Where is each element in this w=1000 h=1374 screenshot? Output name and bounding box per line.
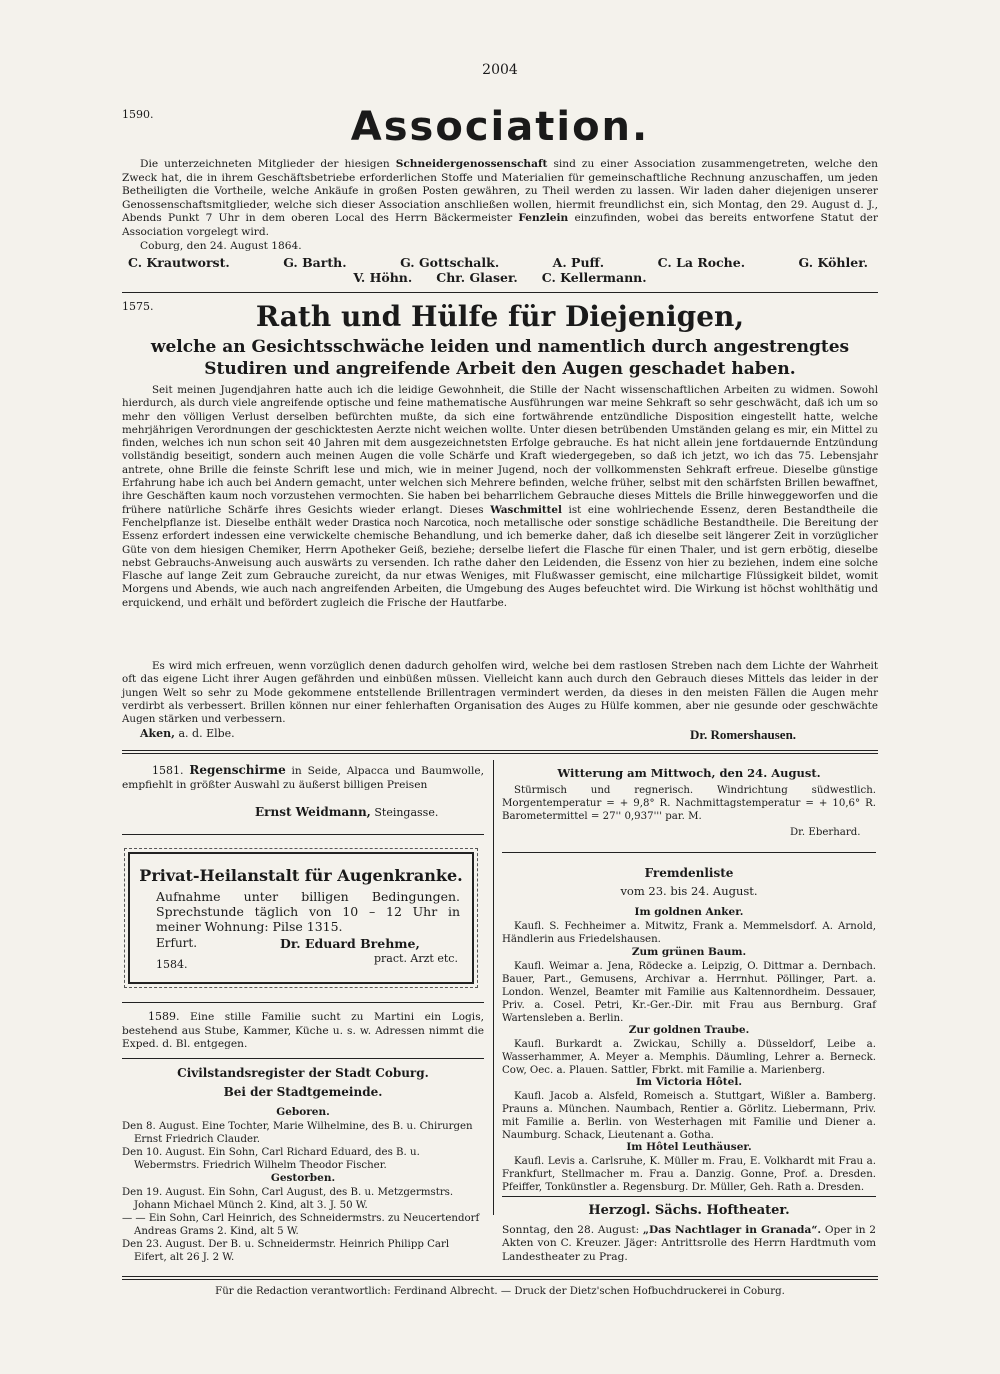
fremden-section-heading: Zum grünen Baum. <box>631 946 747 958</box>
association-body-bold2: Fenzlein <box>518 212 569 225</box>
civil-title: Civilstandsregister der Stadt Coburg. <box>177 1066 429 1080</box>
fremden-section-text: Kaufl. Weimar a. Jena, Rödecke a. Leipzig, O. Dittmar a. Dernbach. Bauer, Part., Gemusens, Archivar a. Herrnhut. Pöllinger, Part. a. London. Wenzel, Beamter mit Familie aus Kaltennordheim. Dessauer, Priv. a. Cosel. Petri, Kr.-Ger.-Dir. mit Frau aus Bernburg. Graf Wartensleben a. Berlin. <box>502 961 876 1024</box>
theater-text: Sonntag, den 28. August: „Das Nachtlager in Granada“. Oper in 2 Akten von C. Kreuzer. Jäger: Antrittsrolle des Herrn Hardtmuth vom Landestheater zu Prag. <box>502 1224 876 1263</box>
association-ad-number: 1590. <box>122 108 154 121</box>
signer: C. Kellermann. <box>541 270 647 285</box>
divider <box>122 834 484 835</box>
association-title: Association. <box>350 104 650 150</box>
theater-play: „Das Nachtlager in Granada“. <box>642 1224 822 1236</box>
civil-died-heading: Gestorben. <box>270 1172 336 1184</box>
rath-paragraph-2: Es wird mich erfreuen, wenn vorzüglich denen dadurch geholfen wird, welche bei dem rastlosen Streben nach dem Lichte der Wahrheit oft das eigene Licht ihrer Augen gefährden und einbüßen müssen. Vielleicht kann auch durch den Gebrauch dieses Mittels das leider in der jungen Welt so sehr zu Mode gekommene entstellende Brillentragen vermindert werden, da dieses in den meisten Fällen die Augen mehr verdirbt als verbessert. Brillen können nur einer fehlerhaften Organisation des Auges zu Hülfe kommen, aber nie gesunde oder geschwächte Augen stärken und verbessern. <box>122 660 878 726</box>
association-signers-row2 <box>250 270 750 285</box>
divider <box>122 1276 878 1280</box>
rath-title: Rath und Hülfe für Diejenigen, <box>255 300 745 333</box>
privat-heilanstalt-box <box>128 852 474 984</box>
regenschirme-signer: Ernst Weidmann, Steingasse. <box>255 805 439 819</box>
fremden-section-heading: Im Victoria Hôtel. <box>636 1076 742 1088</box>
rath-author: Dr. Romershausen. <box>690 727 797 742</box>
familie-ad: 1589. Eine stille Familie sucht zu Martini ein Logis, bestehend aus Stube, Kammer, Küche u. s. w. Adressen nimmt die Exped. d. Bl. entgegen. <box>122 1010 484 1051</box>
fremden-section-heading: Im Hôtel Leuthäuser. <box>626 1141 752 1153</box>
signer: C. Krautworst. <box>128 255 230 270</box>
privat-title: Privat-Heilanstalt für Augenkranke. <box>139 866 463 885</box>
privat-doctor-suffix: pract. Arzt etc. <box>374 952 458 965</box>
weather-text: Stürmisch und regnerisch. Windrichtung südwestlich. Morgentemperatur = + 9,8° R. Nachmittagstemperatur = + 10,6° R. Barometermittel = 27'' 0,937''' par. M. <box>502 785 876 822</box>
list-item: Den 19. August. Ein Sohn, Carl August, des B. u. Metzgermstrs. Johann Michael Münch 2. Kind, alt 3. J. 50 W. <box>122 1187 454 1211</box>
fremden-section-text: Kaufl. Burkardt a. Zwickau, Schilly a. Düsseldorf, Leibe a. Wasserhammer, A. Meyer a. Memphis. Däumling, Lehrer a. Berneck. Cow, Oec. a. Plauen. Sattler, Fbrkt. mit Familie a. Marienberg. <box>502 1039 876 1076</box>
signer: G. Barth. <box>283 255 347 270</box>
fremden-section-heading: Im goldnen Anker. <box>634 906 744 918</box>
privat-number: 1584. <box>156 958 188 971</box>
association-body-bold: Schneidergenossenschaft <box>395 158 548 170</box>
list-item: Den 10. August. Ein Sohn, Carl Richard Eduard, des B. u. Webermstrs. Friedrich Wilhelm Theodor Fischer. <box>122 1147 420 1171</box>
footer-imprint: Für die Redaction verantwortlich: Ferdinand Albrecht. — Druck der Dietz'schen Hofbuchdruckerei in Coburg. <box>215 1286 785 1297</box>
privat-text: Aufnahme unter billigen Bedingungen. Sprechstunde täglich von 10 – 12 Uhr in meiner Wohnung: Pilse 1315. <box>156 889 460 934</box>
fremden-section-text: Kaufl. S. Fechheimer a. Mitwitz, Frank a. Memmelsdorf. A. Arnold, Händlerin aus Friedelshausen. <box>502 921 876 945</box>
theater-title: Herzogl. Sächs. Hoftheater. <box>588 1203 790 1218</box>
fremden-subtitle: vom 23. bis 24. August. <box>620 884 758 898</box>
signer: C. La Roche. <box>657 255 746 270</box>
civil-born-heading: Geboren. <box>276 1106 330 1118</box>
civil-born-list <box>122 1120 484 1172</box>
civil-subtitle: Bei der Stadtgemeinde. <box>223 1085 383 1099</box>
column-divider <box>493 760 494 1215</box>
signer: A. Puff. <box>552 255 605 270</box>
fremden-title: Fremdenliste <box>644 866 734 880</box>
divider <box>122 292 878 293</box>
signer: Chr. Glaser. <box>436 270 518 285</box>
list-item: Den 23. August. Der B. u. Schneidermstr. Heinrich Philipp Carl Eifert, alt 26 J. 2 W. <box>122 1239 450 1263</box>
regenschirme-ad: 1581. Regenschirme in Seide, Alpacca und Baumwolle, empfiehlt in größter Auswahl zu äußerst billigen Preisen <box>122 763 484 791</box>
association-dateline: Coburg, den 24. August 1864. <box>140 240 302 252</box>
signer: G. Gottschalk. <box>400 255 500 270</box>
divider <box>502 1196 876 1197</box>
divider <box>502 852 876 853</box>
signer: G. Köhler. <box>798 255 868 270</box>
divider <box>122 750 878 754</box>
rath-ad-number: 1575. <box>122 300 154 313</box>
page-number: 2004 <box>482 62 518 78</box>
list-item: — — Ein Sohn, Carl Heinrich, des Schneidermstrs. zu Neucertendorf Andreas Grams 2. Kind, alt 5 W. <box>122 1213 480 1237</box>
rath-subtitle: welche an Gesichtsschwäche leiden und namentlich durch angestrengtes Studiren und angreifende Arbeit den Augen geschadet haben. <box>150 337 850 379</box>
divider <box>122 1058 484 1059</box>
association-body: Die unterzeichneten Mitglieder der hiesigen Schneidergenossenschaft sind zu einer Association zusammengetreten, welche den Zweck hat, die in ihrem Geschäftsbetriebe erforderlichen Stoffe und Materialien für gemeinschaftliche Rechnung anzuschaffen, um jeden Betheiligten die Vortheile, welche Ankäufe in großen Posten gewähren, zu Theil werden zu lassen. Wir laden daher diejenigen unserer Genossenschaftsmitglieder, welche sich dieser Association anschließen wollen, hiermit freundlichst ein, sich Montag, den 29. August d. J., Abends Punkt 7 Uhr in dem oberen Local des Herrn Bäckermeister Fenzlein einzufinden, wobei das bereits entworfene Statut der Association vorgelegt wird. <box>122 158 878 238</box>
list-item: Den 8. August. Eine Tochter, Marie Wilhelmine, des B. u. Chirurgen Ernst Friedrich Clauder. <box>122 1121 473 1145</box>
signer: V. Höhn. <box>353 270 413 285</box>
waschmittel-bold: Waschmittel <box>490 503 562 516</box>
weather-title: Witterung am Mittwoch, den 24. August. <box>557 766 821 780</box>
fremden-section-text: Kaufl. Levis a. Carlsruhe, K. Müller m. Frau, E. Volkhardt mit Frau a. Frankfurt, Stellmacher m. Frau a. Danzig. Gonne, Prof. a. Dresden. Pfeiffer, Tonkünstler a. Regensburg. Dr. Müller, Geh. Rath a. Dresden. <box>502 1156 876 1193</box>
divider <box>122 1002 484 1003</box>
fremden-section-heading: Zur goldnen Traube. <box>628 1024 750 1036</box>
civil-died-list <box>122 1186 484 1264</box>
privat-doctor: Dr. Eduard Brehme, <box>280 936 420 951</box>
weather-signer: Dr. Eberhard. <box>790 827 861 838</box>
rath-paragraph-1: Seit meinen Jugendjahren hatte auch ich die leidige Gewohnheit, die Stille der Nacht wissenschaftlichen Arbeiten zu widmen. Sowohl hierdurch, als durch viele angreifende optische und feine mathematische Ausführungen war meine Sehkraft so sehr geschwächt, daß ich um so mehr den völligen Verlust derselben befürchten mußte, da sich eine fortwährende entzündliche Disposition eingestellt hatte, welche mehrjährigen Verordnungen der geschicktesten Aerzte nicht weichen wollte. Unter diesen betrübenden Umständen gelang es mir, ein Mittel zu finden, welches ich nun schon seit 40 Jahren mit dem ausgezeichnetsten Erfolge gebrauche. Es hat nicht allein jene fortdauernde Entzündung vollständig beseitigt, sondern auch meinen Augen die volle Schärfe und Kraft wiedergegeben, so daß ich jetzt, wo ich das 75. Lebensjahr antrete, ohne Brille die feinste Schrift lese und mich, wie in meiner Jugend, noch der vollkommensten Sehkraft erfreue. Dieselbe günstige Erfahrung habe ich auch bei Andern gemacht, unter welchen sich Mehrere befinden, welche früher, selbst mit den schärfsten Brillen bewaffnet, ihre Geschäften kaum noch vorzustehen vermochten. Sie haben bei beharrlichem Gebrauche dieses Mittels die Brille hinweggeworfen und die frühere natürliche Schärfe ihres Gesichts wieder erlangt. Dieses Waschmittel ist eine wohlriechende Essenz, deren Bestandtheile die Fenchelpflanze ist. Dieselbe enthält weder Drastica noch Narcotica, noch metallische oder sonstige schädliche Bestandtheile. Die Bereitung der Essenz erfordert indessen eine verwickelte chemische Behandlung, und ich bemerke daher, daß ich dieselbe seit längerer Zeit in vorzüglicher Güte von dem hiesigen Chemiker, Herrn Apotheker Geiß, beziehe; derselbe liefert die Flasche für einen Thaler, und ist gern erbötig, dieselbe nebst Gebrauchs-Anweisung auch auswärts zu versenden. Ich rathe daher den Leidenden, die Essenz von hier zu beziehen, indem eine solche Flasche auf lange Zeit zum Gebrauche zureicht, da nur etwas Weniges, mit Flußwasser gemischt, eine milchartige Flüssigkeit bildet, womit Morgens und Abends, wie auch nach angreifenden Arbeiten, die Umgebung des Auges befeuchtet wird. Die Wirkung ist höchst wohlthätig und erquickend, und erhält und befördert zugleich die Frische der Hautfarbe. <box>122 384 878 609</box>
association-signers-row1 <box>128 255 868 270</box>
fremden-section-text: Kaufl. Jacob a. Alsfeld, Romeisch a. Stuttgart, Wißler a. Bamberg. Prauns a. München. Naumbach, Rentier a. Görlitz. Liebermann, Priv. mit Familie a. Berlin. von Westerhagen mit Familie und Diener a. Naumburg. Schack, Lieutenant a. Gotha. <box>502 1091 876 1141</box>
rath-place: Aken, a. d. Elbe. <box>140 727 235 740</box>
privat-city: Erfurt. <box>156 936 198 950</box>
